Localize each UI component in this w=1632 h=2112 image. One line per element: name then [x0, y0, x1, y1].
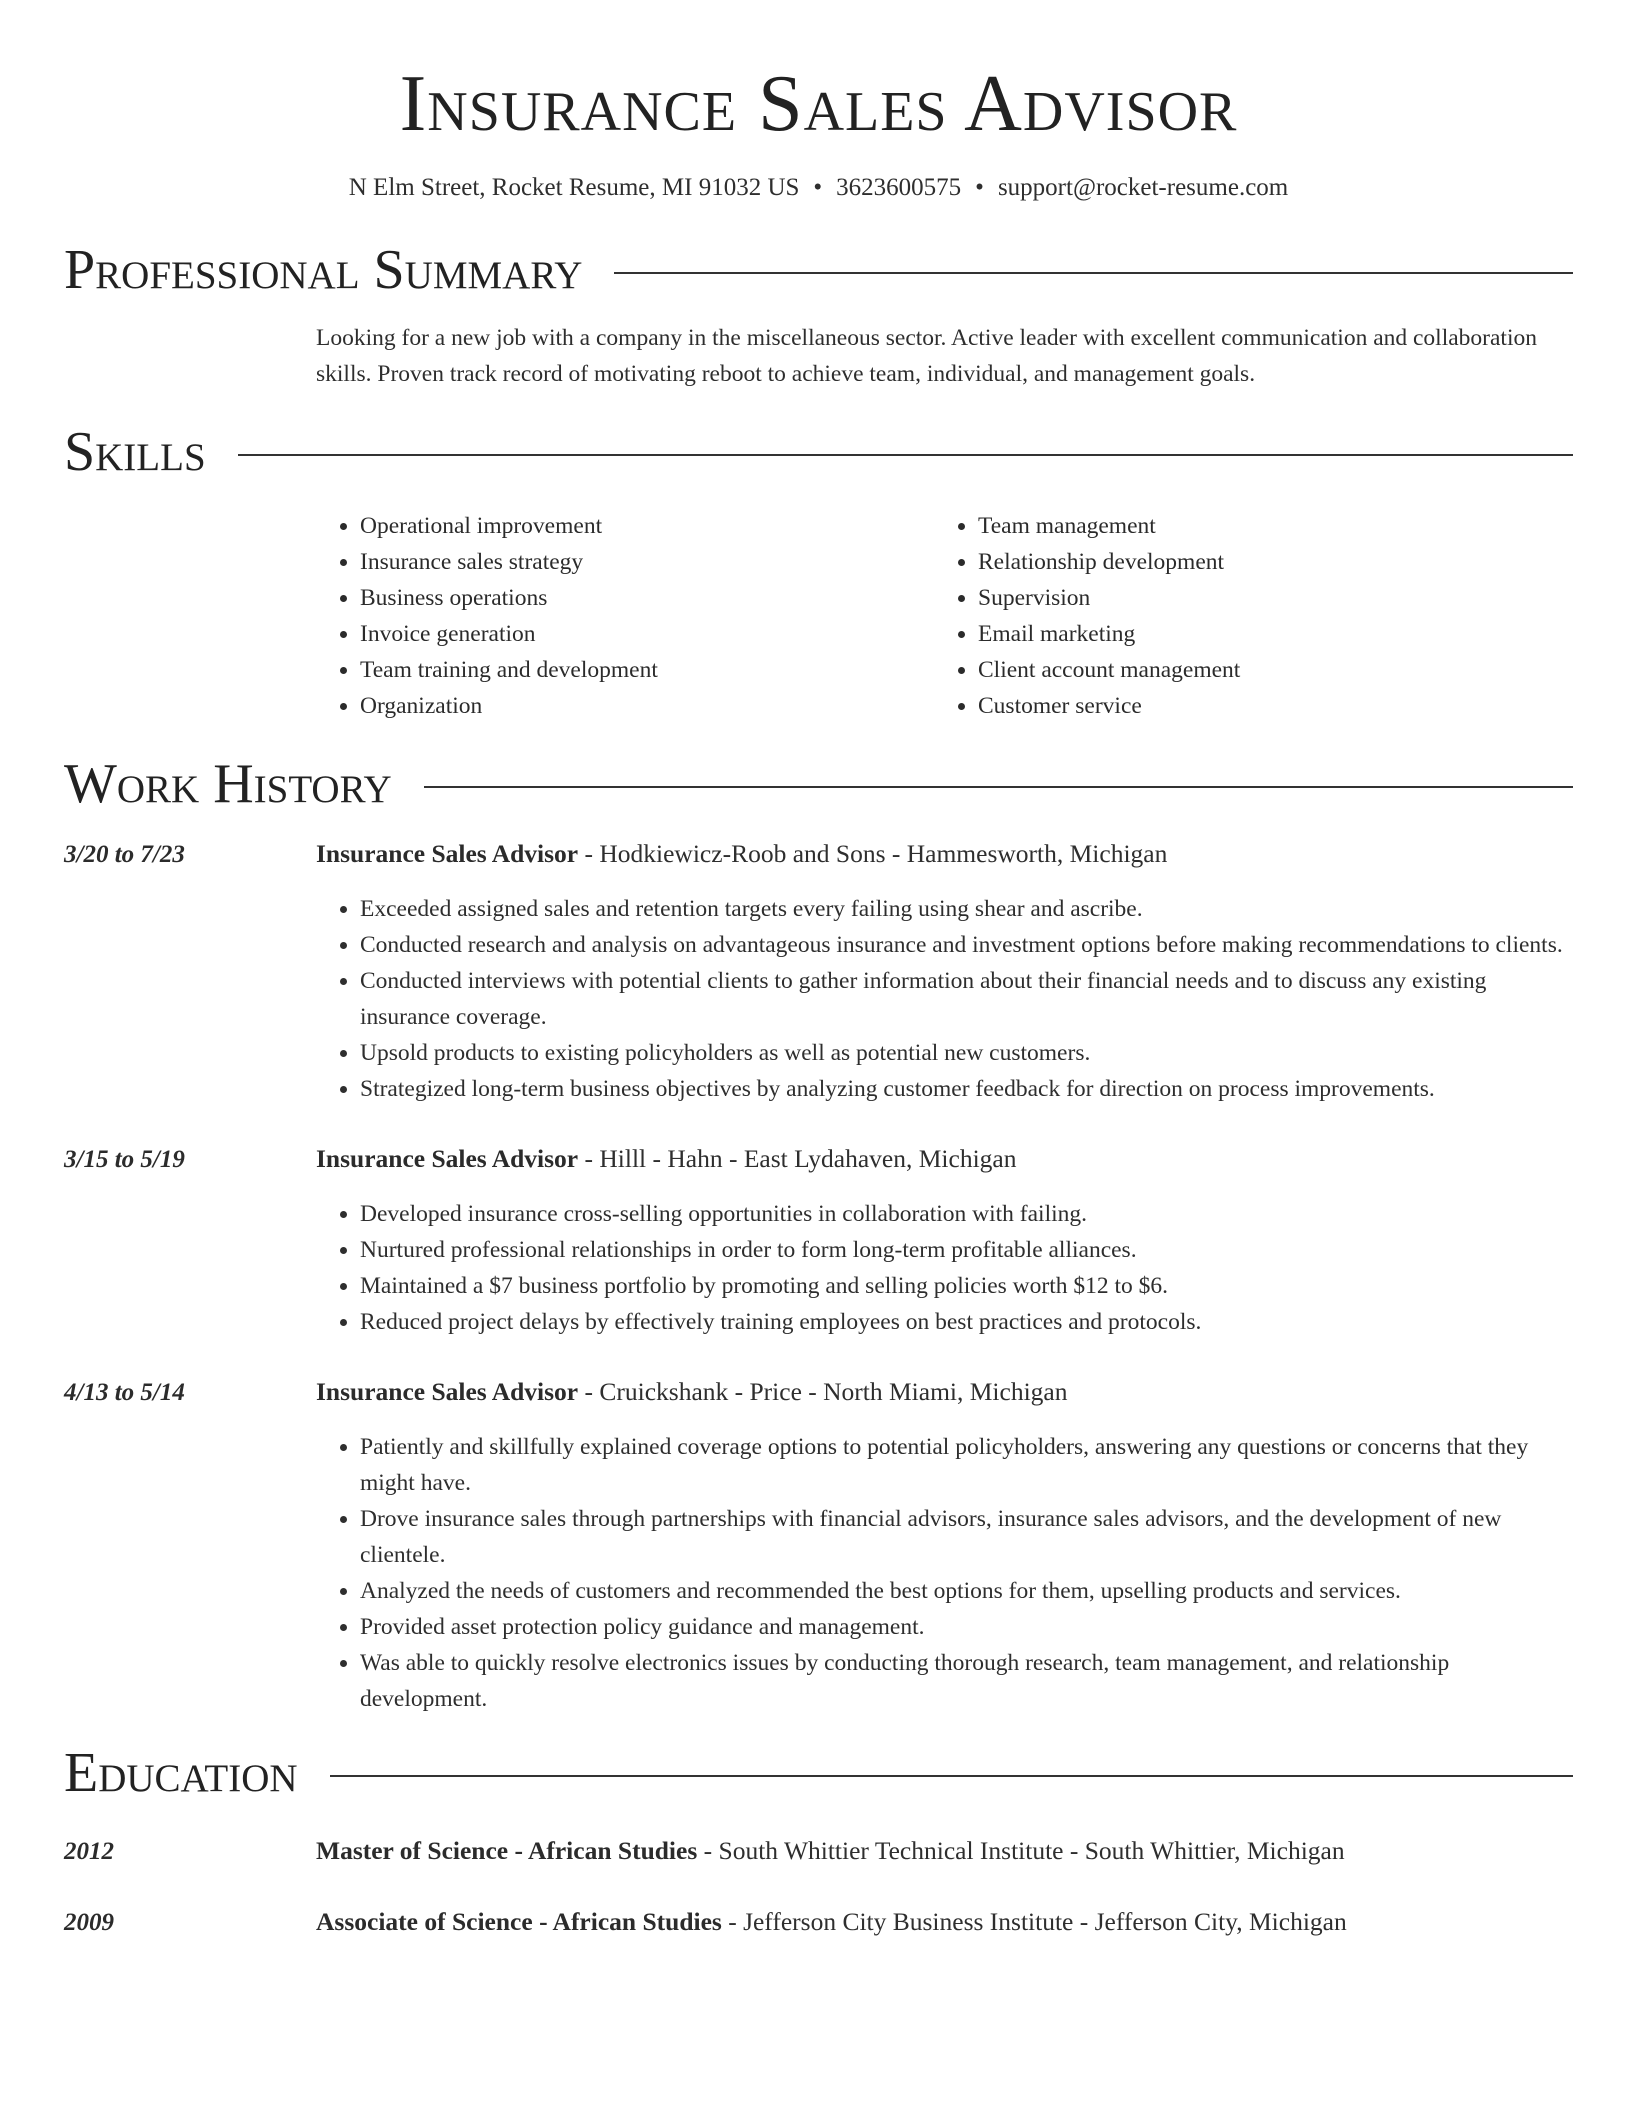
skill-item: • Team training and development: [360, 652, 934, 688]
job-title: Insurance Sales Advisor: [316, 839, 579, 868]
job-dates: 3/15 to 5/19: [64, 1146, 185, 1173]
candidate-name: Insurance Sales Advisor: [399, 60, 1238, 148]
section-divider: [614, 272, 1573, 274]
skill-item: • Organization: [360, 688, 934, 724]
skill-item: • Client account management: [978, 652, 1552, 688]
education-details: - South Whittier Technical Institute - South Whittier, Michigan: [697, 1836, 1345, 1865]
job-title: Insurance Sales Advisor: [316, 1377, 579, 1406]
skills-column-right: [934, 508, 1552, 724]
summary-heading: Professional Summary: [64, 239, 583, 301]
summary-section-header: [64, 240, 1573, 300]
skills-section-header: [64, 422, 1573, 482]
skills-list: [316, 508, 1573, 724]
job-bullet: • Maintained a $7 business portfolio by promoting and selling policies worth $12 to $6.: [360, 1268, 1573, 1304]
section-divider: [424, 786, 1573, 788]
job-title: Insurance Sales Advisor: [316, 1144, 579, 1173]
job-entry: [64, 1141, 1573, 1340]
job-bullet: • Patiently and skillfully explained coverage options to potential policyholders, answering any questions or concerns that they might have.: [360, 1429, 1573, 1501]
job-bullet: • Was able to quickly resolve electronics issues by conducting thorough research, team management, and relationship development.: [360, 1645, 1573, 1717]
education-year: 2012: [64, 1838, 114, 1865]
education-degree: Master of Science - African Studies: [316, 1836, 698, 1865]
contact-line: [64, 172, 1573, 204]
skill-item: • Invoice generation: [360, 616, 934, 652]
contact-phone: 3623600575: [836, 174, 962, 201]
contact-separator: •: [813, 174, 823, 201]
job-dates: 3/20 to 7/23: [64, 841, 185, 868]
skill-item: • Team management: [978, 508, 1552, 544]
job-bullets: [316, 1196, 1573, 1340]
skills-column-left: [316, 508, 934, 724]
contact-email: support@rocket-resume.com: [997, 174, 1289, 201]
education-details: - Jefferson City Business Institute - Jefferson City, Michigan: [721, 1907, 1347, 1936]
job-bullet: • Upsold products to existing policyholders as well as potential new customers.: [360, 1035, 1573, 1071]
education-section-header: [64, 1743, 1573, 1803]
job-bullets: [316, 891, 1573, 1107]
job-header: [64, 836, 1573, 873]
skill-item: • Email marketing: [978, 616, 1552, 652]
job-bullet: • Strategized long-term business objectives by analyzing customer feedback for direction on process improvements.: [360, 1071, 1573, 1107]
job-details: - Hilll - Hahn - East Lydahaven, Michigan: [578, 1144, 1017, 1173]
education-year: 2009: [64, 1909, 114, 1936]
job-bullet: • Nurtured professional relationships in order to form long-term profitable alliances.: [360, 1232, 1573, 1268]
job-bullet: • Drove insurance sales through partnerships with financial advisors, insurance sales advisors, and the development of new clientele.: [360, 1501, 1573, 1573]
skill-item: • Insurance sales strategy: [360, 544, 934, 580]
job-entry: [64, 1374, 1573, 1717]
skill-item: • Relationship development: [978, 544, 1552, 580]
contact-address: N Elm Street, Rocket Resume, MI 91032 US: [348, 174, 800, 201]
section-divider: [330, 1775, 1573, 1777]
job-bullet: • Developed insurance cross-selling opportunities in collaboration with failing.: [360, 1196, 1573, 1232]
job-entry: [64, 836, 1573, 1107]
skill-item: • Supervision: [978, 580, 1552, 616]
education-entry: [64, 1904, 1573, 1941]
work-heading: Work History: [64, 753, 392, 815]
education-entry: [64, 1833, 1573, 1870]
job-bullet: • Reduced project delays by effectively training employees on best practices and protocols.: [360, 1304, 1573, 1340]
job-header: [64, 1374, 1573, 1411]
skill-item: • Operational improvement: [360, 508, 934, 544]
section-divider: [238, 454, 1573, 456]
skill-item: • Business operations: [360, 580, 934, 616]
job-bullet: • Provided asset protection policy guidance and management.: [360, 1609, 1573, 1645]
summary-text: Looking for a new job with a company in the miscellaneous sector. Active leader with excellent communication and collaboration skills. Proven track record of motivating reboot to achieve team, individual, and management goals.: [316, 325, 1537, 387]
job-bullet: • Exceeded assigned sales and retention targets every failing using shear and ascribe.: [360, 891, 1573, 927]
job-bullet: • Conducted research and analysis on advantageous insurance and investment options before making recommendations to clients.: [360, 927, 1573, 963]
job-bullets: [316, 1429, 1573, 1717]
contact-separator: •: [975, 174, 984, 201]
skill-item: • Customer service: [978, 688, 1552, 724]
education-heading: Education: [64, 1742, 298, 1804]
education-degree: Associate of Science - African Studies: [316, 1907, 722, 1936]
job-bullet: • Analyzed the needs of customers and recommended the best options for them, upselling products and services.: [360, 1573, 1573, 1609]
job-details: - Cruickshank - Price - North Miami, Michigan: [578, 1377, 1068, 1406]
job-header: [64, 1141, 1573, 1178]
work-section-header: [64, 754, 1573, 814]
job-bullet: • Conducted interviews with potential clients to gather information about their financial needs and to discuss any existing insurance coverage.: [360, 963, 1573, 1035]
skills-heading: Skills: [64, 421, 206, 483]
job-details: - Hodkiewicz-Roob and Sons - Hammesworth, Michigan: [578, 839, 1168, 868]
job-dates: 4/13 to 5/14: [64, 1379, 185, 1406]
